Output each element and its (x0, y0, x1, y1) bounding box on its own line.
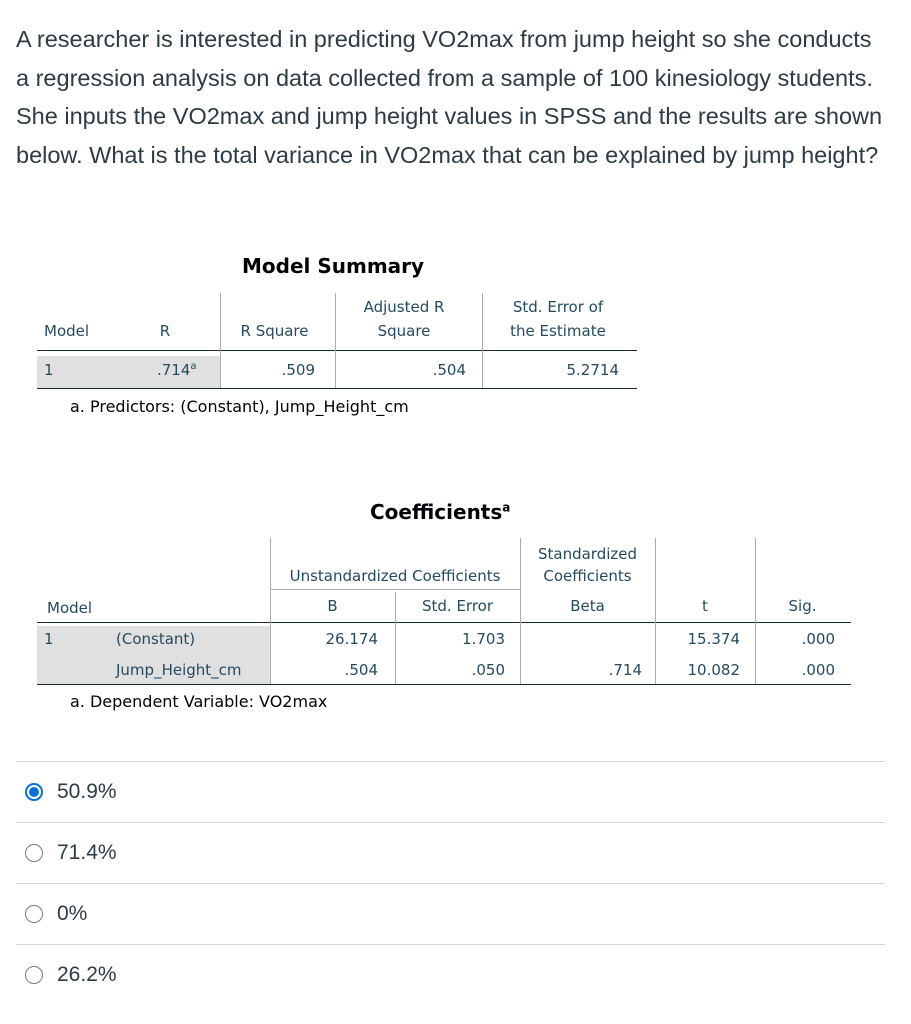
answer-option-label: 71.4% (57, 841, 117, 864)
coefficients-title-footnote-mark: a (502, 500, 511, 515)
radio-button[interactable] (25, 966, 43, 984)
header-standardized-line2: Coefficients (543, 567, 632, 585)
header-sig: Sig. (788, 597, 817, 615)
coef-row-t: 10.082 (687, 661, 740, 679)
coef-row-model: 1 (44, 630, 54, 648)
model-summary-title: Model Summary (242, 254, 425, 278)
coefficients-bottom-rule (37, 684, 851, 685)
coefficients-header-rule (37, 622, 851, 623)
header-b: B (327, 597, 338, 615)
header-t: t (702, 597, 708, 615)
header-unstandardized: Unstandardized Coefficients (289, 567, 501, 585)
answer-option-label: 0% (57, 902, 88, 925)
coef-row-b: .504 (344, 661, 378, 679)
coef-row-sig: .000 (801, 661, 835, 679)
row-model: 1 (44, 361, 54, 379)
answer-option-label: 26.2% (57, 963, 117, 986)
row-std-error: 5.2714 (566, 361, 619, 379)
coef-row-std-error: .050 (471, 661, 505, 679)
coef-row-beta: .714 (608, 661, 642, 679)
coefficients-title (370, 500, 510, 524)
model-summary-footnote: a. Predictors: (Constant), Jump_Height_cm (70, 397, 409, 416)
row-r (157, 361, 197, 379)
header-std-error-line2: the Estimate (510, 322, 606, 340)
coefficients-title-text: Coefficients (370, 500, 503, 524)
coef-row-t: 15.374 (687, 630, 740, 648)
header-coef-model: Model (47, 599, 93, 617)
unstandardized-span-rule (270, 589, 520, 590)
answer-option[interactable] (16, 883, 885, 944)
answer-option[interactable] (16, 944, 885, 1005)
question-text: A researcher is interested in predicting VO2max from jump height so she conducts a regression analysis on data collected from a sample of 100 kinesiology students. She inputs the VO2max and jump height values in SPSS and the results are shown below. What is the total variance in VO2max that can be explained by jump height? (16, 26, 883, 168)
model-summary-bottom-rule (37, 388, 637, 389)
header-adjusted-r-line1: Adjusted R (363, 298, 445, 316)
header-coef-std-error: Std. Error (421, 597, 494, 615)
coefficients-footnote: a. Dependent Variable: VO2max (70, 692, 328, 711)
radio-button[interactable] (25, 783, 43, 801)
model-summary-header-rule (37, 350, 637, 351)
row-r-square: .509 (281, 361, 315, 379)
answer-option[interactable] (16, 761, 885, 822)
radio-button[interactable] (25, 844, 43, 862)
answer-options (16, 761, 885, 1005)
header-standardized-line1: Standardized (537, 545, 638, 563)
row-adjusted-r-square: .504 (432, 361, 466, 379)
coef-row-std-error: 1.703 (462, 630, 505, 648)
header-model: Model (44, 322, 90, 340)
header-r: R (159, 322, 171, 340)
radio-button[interactable] (25, 905, 43, 923)
header-r-square: R Square (240, 322, 309, 340)
row-r-footnote-mark: a (190, 361, 197, 372)
coef-row-sig: .000 (801, 630, 835, 648)
coef-row-name: Jump_Height_cm (116, 661, 242, 679)
answer-option-label: 50.9% (57, 780, 117, 803)
header-beta: Beta (570, 597, 605, 615)
row-r-value: .714 (157, 361, 191, 379)
header-std-error-line1: Std. Error of (512, 298, 604, 316)
coef-row-b: 26.174 (325, 630, 378, 648)
coef-row-name: (Constant) (116, 630, 196, 648)
answer-option[interactable] (16, 822, 885, 883)
header-adjusted-r-line2: Square (377, 322, 431, 340)
